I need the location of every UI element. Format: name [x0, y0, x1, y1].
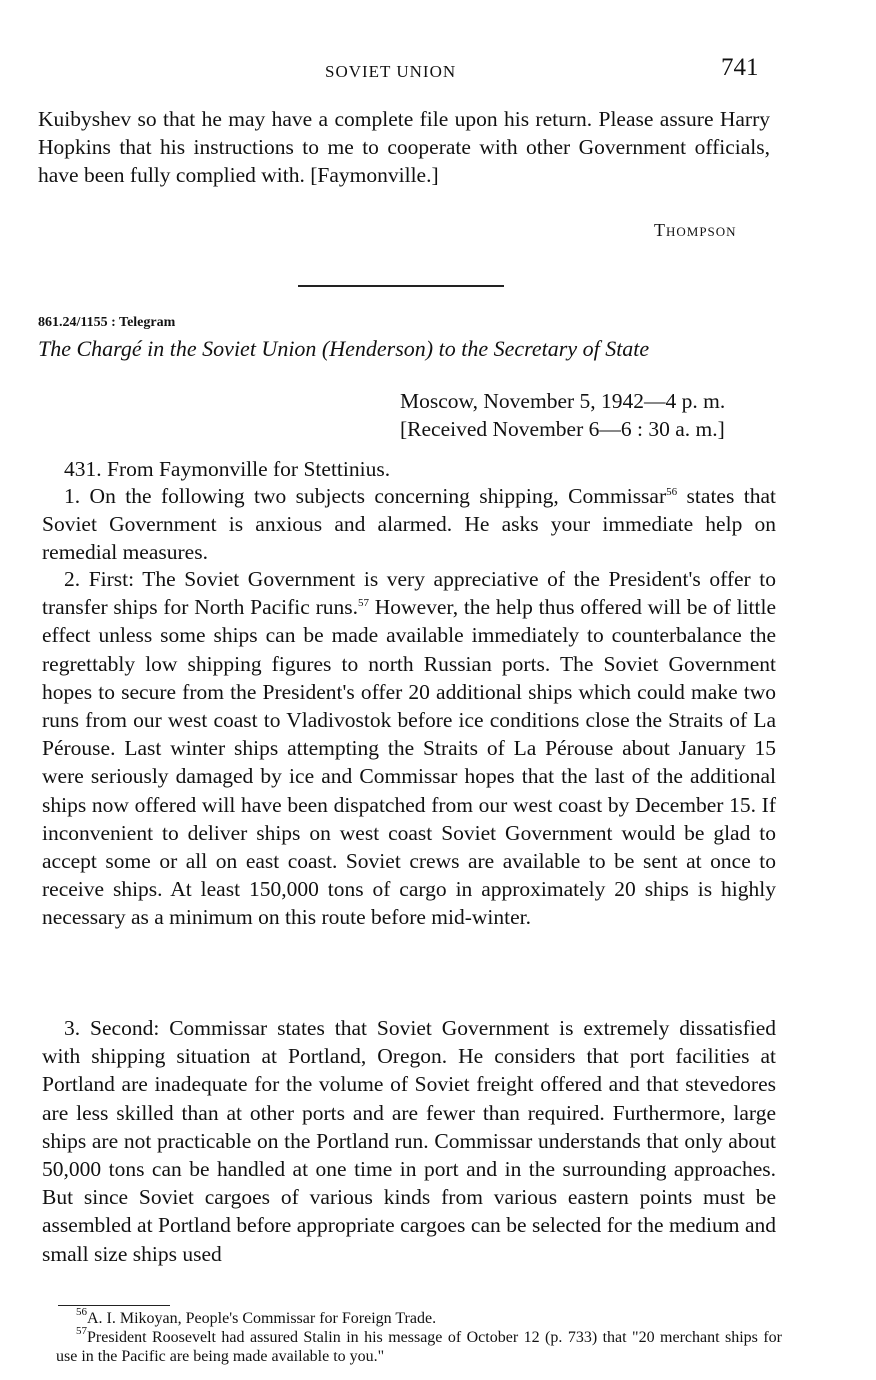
section-divider — [298, 285, 504, 287]
paragraph-2 — [42, 565, 776, 932]
dateline: Moscow, November 5, 1942—4 p. m. — [400, 389, 726, 413]
document-title: The Chargé in the Soviet Union (Henderson) to the Secretary of State — [38, 336, 650, 361]
paragraph-3 — [42, 1014, 776, 1268]
running-head: SOVIET UNION — [325, 62, 457, 81]
footnote-ref-56[interactable]: 56 — [666, 486, 678, 498]
continuation-paragraph: Kuibyshev so that he may have a complete file upon his return. Please assure Harry Hopkins that his instructions to me to cooperate with other Government officials, have been fully complied with. [Faymonville.] — [38, 107, 770, 188]
footnote-text: A. I. Mikoyan, People's Commissar for Foreign Trade. — [87, 1310, 437, 1327]
signature: Thompson — [654, 220, 737, 240]
dateline-block — [400, 387, 725, 443]
footnote-ref-57[interactable]: 57 — [358, 597, 369, 610]
footnote-56 — [56, 1306, 782, 1328]
footnote-text: President Roosevelt had assured Stalin in his message of October 12 (p. 733) that "20 merchant ships for use in the Pacific are being made available to you." — [56, 1329, 782, 1365]
paragraph-1 — [42, 482, 776, 567]
footnote-divider — [58, 1305, 170, 1306]
paragraph-0-text: 431. From Faymonville for Stettinius. — [64, 457, 391, 481]
footnotes — [56, 1306, 782, 1366]
footnote-mark: 56 — [76, 1306, 87, 1318]
received-line: [Received November 6—6 : 30 a. m.] — [400, 417, 725, 441]
footnote-mark: 57 — [76, 1325, 87, 1337]
footnote-57 — [56, 1325, 782, 1366]
paragraph-0 — [42, 455, 776, 483]
page-number: 741 — [721, 54, 759, 81]
file-reference: 861.24/1155 : Telegram — [38, 315, 176, 330]
paragraph-2-text-b: However, the help thus offered will be of little effect unless some ships can be made available immediately to counterbalance the regrettably low shipping figures to north Russian ports. The Soviet Government hopes to secure from the President's offer 20 additional ships which could make two runs from our west coast to Vladivostok before ice conditions close the Straits of La Pérouse. Last winter ships attempting the Straits of La Pérouse about January 15 were seriously damaged by ice and Commissar hopes that the last of the additional ships now offered will have been dispatched from our west coast by December 15. If inconvenient to deliver ships on west coast Soviet Government would be glad to accept some or all on east coast. Soviet crews are available to be sent at once to receive ships. At least 150,000 tons of cargo in approximately 20 ships is highly necessary as a minimum on this route before mid-winter. — [42, 595, 777, 930]
paragraph-1-text-a: 1. On the following two subjects concerning shipping, Commissar — [64, 484, 667, 508]
paragraph-3-text: 3. Second: Commissar states that Soviet Government is extremely dissatisfied with shipping situation at Portland, Oregon. He considers that port facilities at Portland are inadequate for the volume of Soviet freight offered and that stevedores are less skilled than at other ports and are fewer than required. Furthermore, large ships are not practicable on the Portland run. Commissar understands that only about 50,000 tons can be handled at one time in port and in the surrounding approaches. But since Soviet cargoes of various kinds from various eastern points must be assembled at Portland before appropriate cargoes can be selected for the medium and small size ships used — [42, 1016, 776, 1266]
paragraph-1-text-b: states that Soviet Government is anxious and alarmed. He asks your immediate help on remedial measures. — [42, 484, 776, 565]
paragraph-2-text-a: 2. First: The Soviet Government is very appreciative of the President's offer to transfer ships for North Pacific runs. — [42, 567, 776, 620]
